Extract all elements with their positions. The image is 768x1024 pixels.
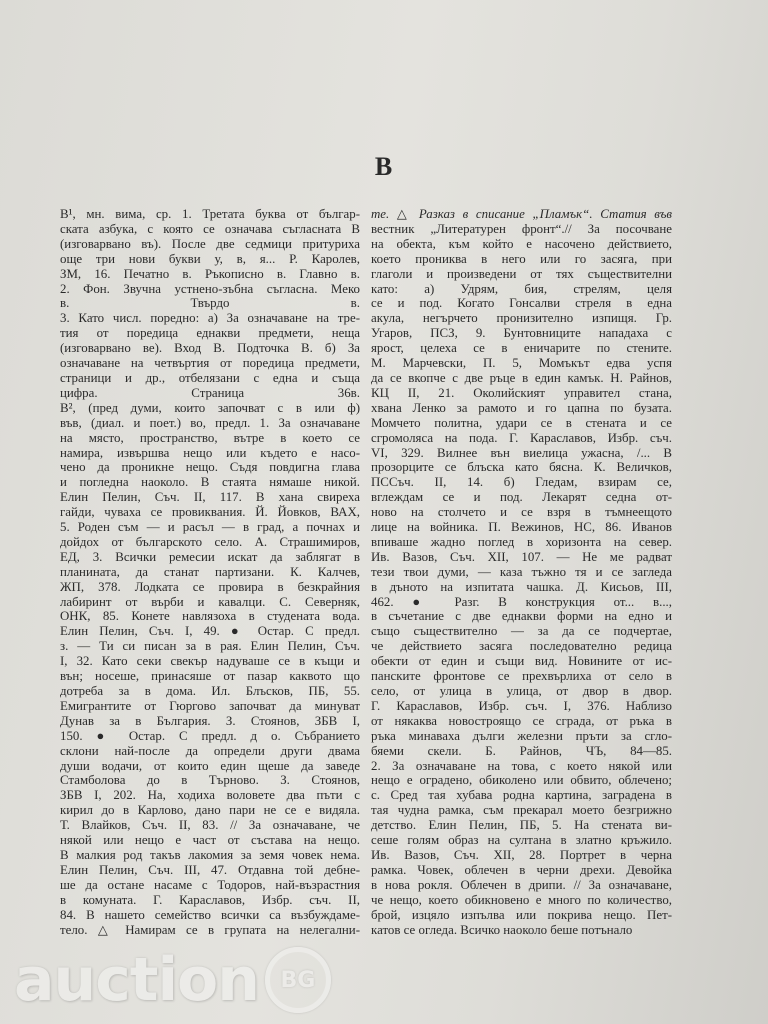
text-line: означаване на четвъртия от поредица предмети, — [60, 356, 360, 371]
text-line: В¹, мн. вима, ср. 1. Третата буква от българ- — [60, 207, 360, 221]
text-line: бяеми скели. Б. Райнов, ЧЪ, 84—85. — [371, 743, 672, 758]
text-line: цифра. Страница 36в. — [60, 385, 360, 400]
text-line: Елин Пелин, Съч. II, 117. В хана свиреха — [60, 490, 360, 505]
text-line: Ив. Вазов, Съч. XII, 28. Портрет в черна — [371, 847, 672, 862]
text-line: те. △ Разказ в списание „Пламък“. Статия във — [371, 207, 672, 221]
text-line: на обекта, към който е насочено действието, — [371, 236, 672, 251]
text-line: кирил до в Карлово, дано пари не се е видяла. — [60, 803, 360, 818]
text-line: ръка минаваха дълги железни пръти за сгло- — [371, 728, 672, 743]
text-line: хвана Ленко за рамото и го цапна по бузата. — [371, 400, 672, 415]
text-line: страници и др., отбелязани с една и съща — [60, 370, 360, 385]
text-line: (изговарвано въ). После две седмици притуриха — [60, 236, 360, 251]
text-line: 2. За означаване на това, с което някой или — [371, 758, 672, 773]
text-line: в съчетание с две еднакви форми на едно и — [371, 609, 672, 624]
text-line: ше да остане насаме с Тодоров, най-възрастния — [60, 877, 360, 892]
text-line: че действието засяга последователно редица — [371, 639, 672, 654]
text-line: з. — Ти си писан за в рая. Елин Пелин, Съч. — [60, 639, 360, 654]
text-line: детство. Елин Пелин, ПБ, 5. На стената ви- — [371, 818, 672, 833]
text-line: планината, да станат партизани. К. Калчев, — [60, 564, 360, 579]
text-line: тая чудна рамка, съм прекарал моето безгрижно — [371, 803, 672, 818]
text-line: нещо е оградено, обиколено или обвито, облечено; — [371, 773, 672, 788]
text-line: В малкия род такъв лакомия за земя човек нема. — [60, 847, 360, 862]
watermark-badge-icon — [265, 947, 331, 1013]
text-line: Ив. Вазов, Съч. XII, 107. — Не ме радват — [371, 549, 672, 564]
text-line: на място, пространство, вътре в което се — [60, 430, 360, 445]
text-line: се и под. Когато Гонсалви стреля в една — [371, 296, 672, 311]
text-line: панските фронтове се прехвърлиха от село в — [371, 669, 672, 684]
text-line: ЖП, 378. Лодката се провира в безкрайния — [60, 579, 360, 594]
text-line: тия от поредица еднакви предмети, неща — [60, 326, 360, 341]
text-line: да се вкопче с две ръце в един камък. Н. Райнов, — [371, 370, 672, 385]
text-line: Стамболова до в Търново. З. Стоянов, — [60, 773, 360, 788]
text-line: Г. Караславов, Избр. съч. I, 376. Наблизо — [371, 698, 672, 713]
text-line: с. Сред тая хубава родна картина, заградена в — [371, 788, 672, 803]
text-line: село, от улица в улица, от двор в двор. — [371, 684, 672, 698]
text-line: М. Марчевски, П. 5, Момъкът едва успя — [371, 356, 672, 371]
text-line: в нова рокля. Облечен в дрипи. // За означаване, — [371, 877, 672, 892]
text-line: души водачи, от които един щеше да заведе — [60, 758, 360, 773]
right-text-column — [371, 207, 672, 937]
text-line: лабиринт от върби и кавалци. С. Северняк, — [60, 594, 360, 609]
text-line: което прониква в него или го засяга, при — [371, 251, 672, 266]
text-line: Момчето политна, удари се в стената и се — [371, 415, 672, 430]
text-line: гайди, чуваха се провиквания. Й. Йовков, ВАХ, — [60, 505, 360, 520]
text-line: акула, негърчето пронизително изпищя. Гр. — [371, 311, 672, 326]
text-line: намира, извършва нещо или където е насо- — [60, 445, 360, 460]
text-line: чено да проникне нещо. Съдя повдигна глава — [60, 460, 360, 475]
text-line: ЗБВ I, 202. На, ходиха воловете два пъти с — [60, 788, 360, 803]
text-line: като: а) Удрям, бия, стрелям, целя — [371, 281, 672, 296]
text-line: в комуната. Г. Караславов, Избр. съч. II, — [60, 892, 360, 907]
watermark-text: auction — [14, 945, 259, 1015]
text-line: ЕД, 3. Всички ремесии искат да заблягат в — [60, 549, 360, 564]
text-line: Угаров, ПСЗ, 9. Бунтовниците нападаха с — [371, 326, 672, 341]
text-line: лице на войника. П. Вежинов, НС, 86. Иванов — [371, 520, 672, 535]
text-line: VI, 329. Вилнее вън виелица ужасна, /... В — [371, 445, 672, 460]
text-line: 462. ● Разг. В конструкция от... в..., — [371, 594, 672, 609]
text-line: ново на столчето и се взря в тъмнеещото — [371, 505, 672, 520]
text-line: ската азбука, с която се означава съгласната В — [60, 221, 360, 236]
text-line: обекти от един и същи вид. Новините от ис- — [371, 654, 672, 669]
text-line: брой, изцяло изпълва или покрива нещо. Пет- — [371, 907, 672, 922]
auction-watermark — [14, 945, 331, 1015]
text-line: сгромоляса на пода. Г. Караславов, Избр. съч. — [371, 430, 672, 445]
left-text-column — [60, 207, 360, 947]
text-line: 2. Фон. Звучна устнено-зъбна съгласна. Меко — [60, 281, 360, 296]
text-line: във, (диал. и поет.) во, предл. 1. За означаване — [60, 415, 360, 430]
text-line: 84. В нашето семейство всички са възбуждаме- — [60, 907, 360, 922]
text-line: рамка. Човек, облечен в черни дрехи. Девойка — [371, 862, 672, 877]
text-line: катов се огледа. Всичко наоколо беше потънало — [371, 922, 633, 937]
text-line: вън; носеше, принасяше от пазар каквото що — [60, 669, 360, 684]
text-line: тези твои думи, — каза тъжно тя и се загледа — [371, 564, 672, 579]
text-line: Т. Влайков, Съч. II, 83. // За означаване, че — [60, 818, 360, 833]
text-line: в дъното на изпитата чашка. Д. Кисьов, III, — [371, 579, 672, 594]
watermark-badge-text: BG — [280, 967, 316, 993]
text-line: (изговарвано ве). Вход В. Подточка В. б) За — [60, 341, 360, 356]
text-line: тело. △ Намирам се в групата на нелегални- — [60, 922, 360, 937]
section-letter-heading: В — [374, 152, 394, 181]
text-line: склони най-после да определи други двама — [60, 743, 360, 758]
text-line: от някаква новостроящо се сграда, от ръка в — [371, 713, 672, 728]
text-line: в. Твърдо в. — [60, 296, 360, 311]
text-line: дотреба за в дома. Ил. Блъсков, ПБ, 55. — [60, 684, 360, 698]
text-line: дойдох от българското село. А. Страшимиров, — [60, 534, 360, 549]
text-line: В², (пред думи, които започват с в или ф) — [60, 400, 360, 415]
text-line: вестник „Литературен фронт“.// За посочване — [371, 221, 672, 236]
text-line: КЦ II, 21. Околийският управител стана, — [371, 385, 672, 400]
text-line: впиваше жадно поглед в хоризонта на север. — [371, 534, 672, 549]
text-line: прозорците се блъска като бясна. К. Величков, — [371, 460, 672, 475]
text-line: сеше голям образ на султана в златно кръжило. — [371, 833, 672, 848]
text-line: и погледна наоколо. В стаята нямаше никой. — [60, 475, 360, 490]
text-line: някой или нещо е част от състава на нещо. — [60, 833, 360, 848]
text-line: глаголи и произведени от тях съществителни — [371, 266, 672, 281]
text-line: Дунав за в България. З. Стоянов, ЗБВ I, — [60, 713, 360, 728]
text-line: Емигрантите от Гюргово започват да минуват — [60, 698, 360, 713]
text-line: ЗМ, 16. Печатно в. Ръкописно в. Главно в. — [60, 266, 360, 281]
text-line: вглеждам се и под. Лекарят седна от- — [371, 490, 672, 505]
text-line: I, 32. Като секи свекър надуваше се в къщи и — [60, 654, 360, 669]
text-line: ярост, целеха се в еничарите по стените. — [371, 341, 672, 356]
text-line: ОНК, 85. Конете навлязоха в студената вода. — [60, 609, 360, 624]
text-line: още три нови букви у, в, я... Р. Каролев, — [60, 251, 360, 266]
text-line: Елин Пелин, Съч. I, 49. ● Остар. С предл. — [60, 624, 360, 639]
text-line: 3. Като числ. поредно: а) За означаване на тре- — [60, 311, 360, 326]
text-line: ПССъч. II, 14. б) Гледам, взирам се, — [371, 475, 672, 490]
text-line: Елин Пелин, Съч. III, 47. Отдавна той дебне- — [60, 862, 360, 877]
text-line: 5. Роден съм — и расъл — в град, а почнах и — [60, 520, 360, 535]
text-line: че нещо, което обикновено е много по количество, — [371, 892, 672, 907]
text-line: също съществително — за да се подчертае, — [371, 624, 672, 639]
text-line: 150. ● Остар. С предл. д о. Събранието — [60, 728, 360, 743]
